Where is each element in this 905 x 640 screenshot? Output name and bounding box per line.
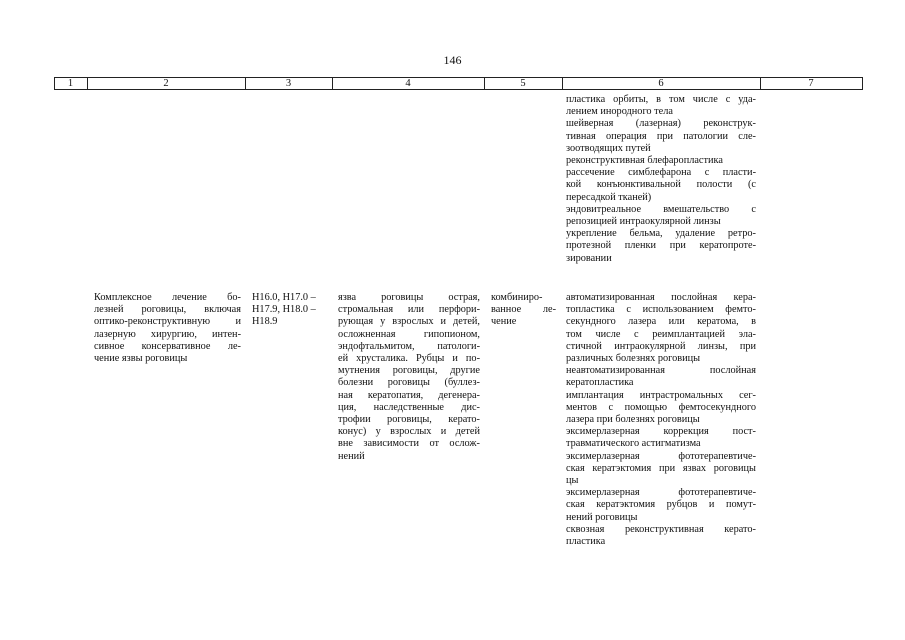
text-line: рующая у взрослых и детей, xyxy=(338,316,480,328)
text-line: нений xyxy=(338,450,365,462)
text-line: язва роговицы острая, xyxy=(338,292,480,303)
text-line: кой конъюнктивальной полости (с xyxy=(566,179,756,191)
text-line: том числе с реимплантацией эла- xyxy=(566,328,756,340)
header-col-5: 5 xyxy=(520,78,526,89)
text-line: шейверная (лазерная) реконструк- xyxy=(566,118,756,130)
page-number: 146 xyxy=(443,53,462,67)
text-line: эндофтальмитом, патологи- xyxy=(338,340,480,352)
text-line: ная кератопатия, дегенера- xyxy=(338,389,480,401)
header-col-1: 1 xyxy=(67,78,74,89)
text-line: мутнения роговицы, другие xyxy=(338,365,480,377)
treatment-methods-cell xyxy=(566,292,756,548)
column-divider xyxy=(862,77,863,90)
text-line: H16.0, H17.0 – xyxy=(252,292,316,303)
text-line: различных болезнях роговицы xyxy=(566,353,701,365)
text-line: лазерную хирургию, интен- xyxy=(94,328,241,340)
text-line: комбиниро- xyxy=(491,292,543,303)
header-col-4: 4 xyxy=(405,78,411,89)
text-line: трофии роговицы, керато- xyxy=(338,414,480,426)
text-line: зоотводящих путей xyxy=(566,142,651,154)
text-line: неавтоматизированная послойная xyxy=(566,365,756,377)
text-line: пересадкой тканей) xyxy=(566,191,652,203)
text-line: ей хрусталика. Рубцы и по- xyxy=(338,353,480,365)
text-line: топластика с использованием фемто- xyxy=(566,304,756,316)
text-line: секундного лазера или кератома, в xyxy=(566,316,756,328)
profile-name-cell xyxy=(94,292,241,365)
text-line: H17.9, H18.0 – xyxy=(252,304,316,316)
header-col-6: 6 xyxy=(658,78,664,89)
text-line: ская кератэктомия при язвах роговицы xyxy=(566,462,756,474)
text-line: реконструктивная блефаропластика xyxy=(566,155,723,167)
text-line: имплантация интрастромальных сег- xyxy=(566,389,756,401)
text-line: Комплексное лечение бо- xyxy=(94,292,241,303)
text-line: осложненная гипопионом, xyxy=(338,328,480,340)
text-line: пластика xyxy=(566,536,606,548)
text-line: рассечение симблефарона с пласти- xyxy=(566,167,756,179)
patient-model-cell xyxy=(338,292,480,463)
text-line: ментов с помощью фемтосекундного xyxy=(566,401,756,413)
text-line: ванное ле- xyxy=(491,304,556,316)
text-line: цы xyxy=(566,475,579,487)
text-line: чение xyxy=(491,316,517,328)
header-col-7: 7 xyxy=(808,78,814,89)
text-line: ская кератэктомия рубцов и помут- xyxy=(566,499,756,511)
text-line: укрепление бельма, удаление ретро- xyxy=(566,228,756,240)
text-line: зировании xyxy=(566,252,612,264)
text-line: кератопластика xyxy=(566,377,634,389)
text-line: лезней роговицы, включая xyxy=(94,304,241,316)
text-line: тивная операция при патологии сле- xyxy=(566,130,756,142)
treatment-type-cell xyxy=(491,292,556,329)
text-line: эксимерлазерная фототерапевтиче- xyxy=(566,450,756,462)
text-line: сквозная реконструктивная керато- xyxy=(566,523,756,535)
text-line: чение язвы роговицы xyxy=(94,353,188,365)
text-line: ция, наследственные дис- xyxy=(338,401,480,413)
text-line: оптико-реконструктивную и xyxy=(94,316,241,328)
text-line: вне зависимости от ослож- xyxy=(338,438,480,450)
text-line: автоматизированная послойная кера- xyxy=(566,292,756,303)
text-line: лазера при болезнях роговицы xyxy=(566,414,700,426)
text-line: травматического астигматизма xyxy=(566,438,701,450)
text-line: эксимерлазерная коррекция пост- xyxy=(566,426,756,438)
header-bottom-rule xyxy=(54,89,863,90)
header-col-3: 3 xyxy=(285,78,292,89)
text-line: протезной пленки при кератопроте- xyxy=(566,240,756,252)
text-line: H18.9 xyxy=(252,316,278,328)
text-line: болезни роговицы (буллез- xyxy=(338,377,480,389)
text-line: эндовитреальное вмешательство с xyxy=(566,203,756,215)
text-line: нений роговицы xyxy=(566,511,638,523)
text-line: стичной интраокулярной линзы, при xyxy=(566,340,756,352)
icd-codes-cell xyxy=(252,292,328,329)
text-line: сивное консервативное ле- xyxy=(94,340,241,352)
text-line: пластика орбиты, в том числе с уда- xyxy=(566,94,756,105)
text-line: конус) у взрослых и детей xyxy=(338,426,480,438)
text-line: эксимерлазерная фототерапевтиче- xyxy=(566,487,756,499)
text-line: стромальная или перфори- xyxy=(338,304,480,316)
text-line: репозицией интраокулярной линзы xyxy=(566,216,721,228)
text-line: лением инородного тела xyxy=(566,106,673,118)
header-col-2: 2 xyxy=(163,78,169,89)
continuation-methods xyxy=(566,94,756,265)
